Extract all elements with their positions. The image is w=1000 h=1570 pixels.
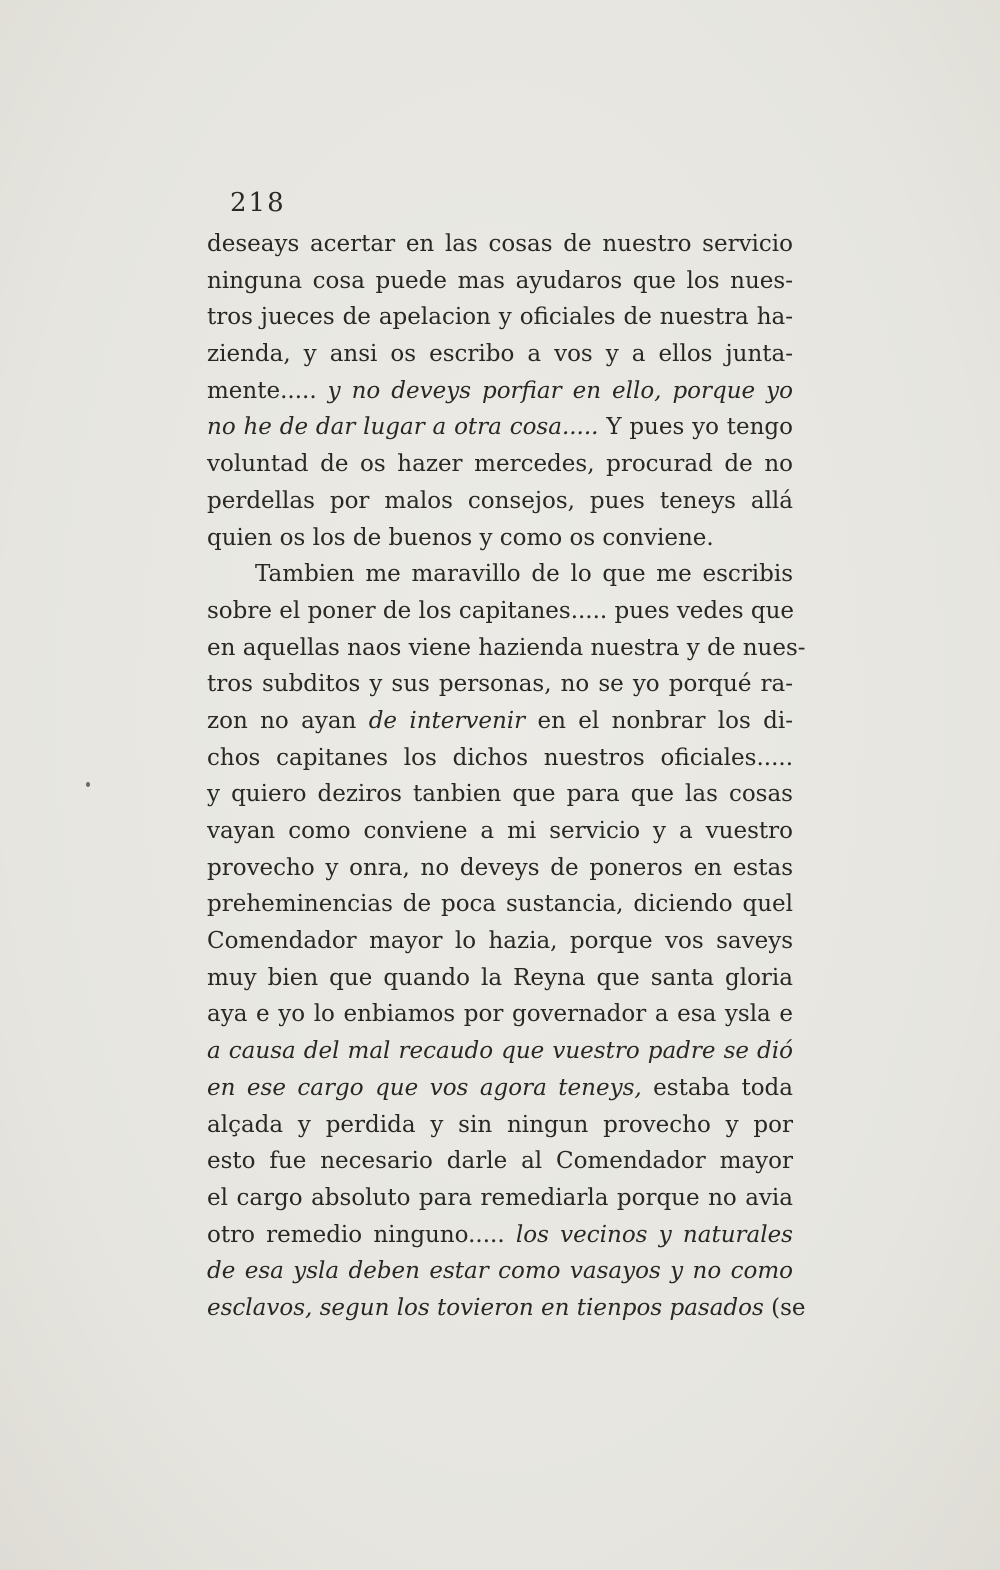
- text-line: [207, 996, 793, 1033]
- text-line: [207, 520, 793, 557]
- text-line: [207, 226, 793, 263]
- text-run: ninguna cosa puede mas ayudaros que los nues-: [207, 267, 793, 294]
- text-line: [207, 373, 793, 410]
- text-run: sobre el poner de los capitanes..... pues vedes que: [207, 597, 795, 624]
- text-line: [207, 630, 806, 667]
- margin-speck: [86, 782, 90, 787]
- text-run: tros subditos y sus personas, no se yo porqué ra-: [207, 671, 793, 698]
- text-run: alçada y perdida y sin ningun provecho y por: [207, 1111, 793, 1138]
- text-run: provecho y onra, no deveys de poneros en estas: [207, 854, 793, 881]
- text-line: [207, 263, 793, 300]
- text-run: el cargo absoluto para remediarla porque no avia: [207, 1184, 793, 1211]
- text-run: en el nonbrar los di-: [525, 707, 793, 734]
- text-line: [207, 1107, 793, 1144]
- text-run: muy bien que quando la Reyna que santa gloria: [207, 964, 793, 991]
- text-run: otro remedio ninguno.....: [207, 1221, 516, 1248]
- text-line: [207, 1290, 806, 1327]
- text-line: [207, 1033, 793, 1070]
- italic-text: a causa del mal recaudo que vuestro padre se dió: [207, 1038, 793, 1065]
- text-line: [207, 776, 793, 813]
- text-line: [207, 409, 793, 446]
- text-line: [207, 703, 793, 740]
- text-run: zon no ayan: [207, 707, 369, 734]
- text-line: [207, 446, 793, 483]
- text-line: [207, 556, 793, 593]
- text-line: [207, 813, 793, 850]
- text-line: [207, 1253, 793, 1290]
- text-line: [207, 336, 793, 373]
- text-run: aya e yo lo enbiamos por governador a esa ysla e: [207, 1001, 793, 1028]
- text-line: [207, 593, 793, 630]
- text-run: en aquellas naos viene hazienda nuestra y de nues-: [207, 634, 806, 661]
- text-run: preheminencias de poca sustancia, diciendo quel: [207, 891, 793, 918]
- text-line: [207, 1180, 793, 1217]
- text-line: [207, 1217, 793, 1254]
- text-run: perdellas por malos consejos, pues teneys allá: [207, 487, 793, 514]
- text-run: esto fue necesario darle al Comendador mayor: [207, 1148, 793, 1175]
- text-run: (se: [763, 1294, 806, 1321]
- text-run: Y pues yo tengo: [598, 414, 793, 441]
- text-line: [207, 1070, 793, 1107]
- italic-text: y no deveys porfiar en ello, porque yo: [327, 377, 793, 404]
- text-line: [207, 886, 793, 923]
- text-line: [207, 1143, 793, 1180]
- italic-text: los vecinos y naturales: [515, 1221, 793, 1248]
- body-text: [207, 226, 806, 1327]
- text-line: [207, 483, 793, 520]
- text-run: mente.....: [207, 377, 328, 404]
- text-run: vayan como conviene a mi servicio y a vuestro: [207, 818, 793, 844]
- italic-text: de esa ysla deben estar como vasayos y no como: [207, 1258, 793, 1285]
- text-run: y quiero deziros tanbien que para que las cosas: [207, 781, 793, 808]
- text-run: quien os los de buenos y como os conviene.: [207, 524, 714, 551]
- italic-text: de intervenir: [368, 707, 526, 734]
- text-line: [207, 740, 793, 777]
- text-run: deseays acertar en las cosas de nuestro servicio: [207, 231, 793, 257]
- page-number: 218: [230, 188, 286, 218]
- italic-text: esclavos, segun los tovieron en tienpos pasados: [207, 1294, 764, 1321]
- text-run: chos capitanes los dichos nuestros oficiales.....: [207, 744, 793, 771]
- text-run: voluntad de os hazer mercedes, procurad de no: [207, 451, 793, 478]
- italic-text: no he de dar lugar a otra cosa.....: [207, 414, 599, 441]
- text-run: Tambien me maravillo de lo que me escribis: [255, 561, 793, 588]
- text-run: tros jueces de apelacion y oficiales de nuestra ha-: [207, 304, 793, 331]
- italic-text: en ese cargo que vos agora teneys,: [207, 1074, 642, 1101]
- text-line: [207, 666, 793, 703]
- text-line: [207, 850, 793, 887]
- text-run: zienda, y ansi os escribo a vos y a ellos junta-: [207, 341, 793, 368]
- text-line: [207, 960, 793, 997]
- text-line: [207, 923, 793, 960]
- text-line: [207, 299, 793, 336]
- text-run: Comendador mayor lo hazia, porque vos saveys: [207, 928, 793, 955]
- text-run: estaba toda: [641, 1074, 793, 1101]
